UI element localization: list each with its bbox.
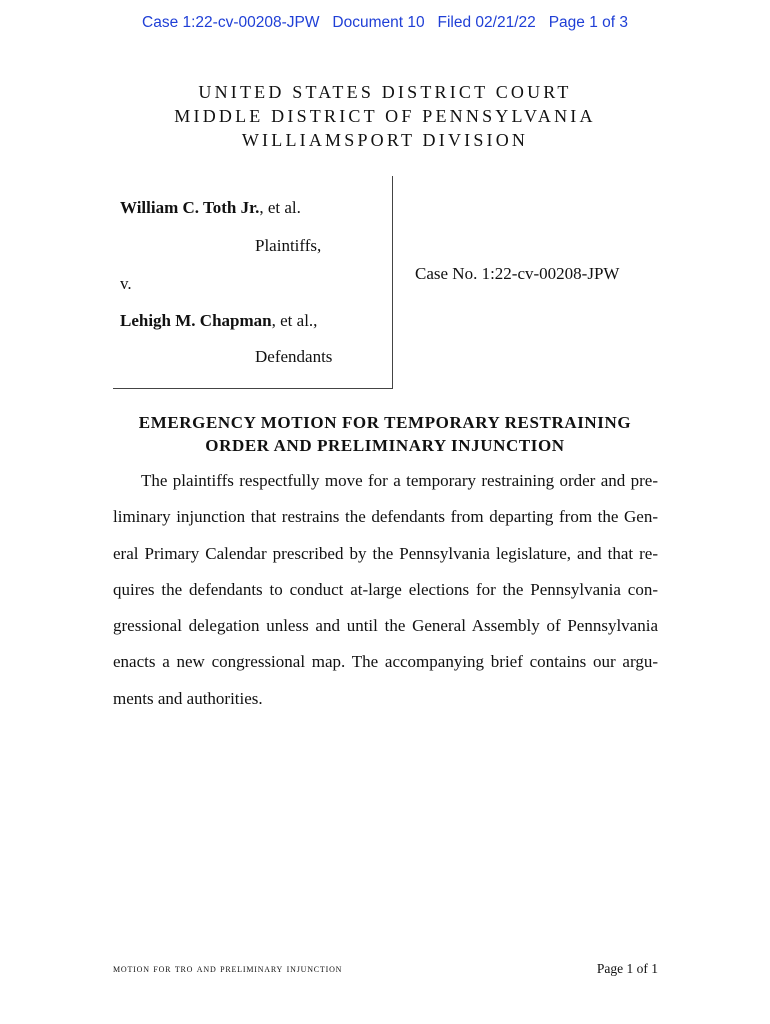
defendant-line xyxy=(120,311,317,331)
body-line: The plaintiffs respectfully move for a temporary restraining order and pre- xyxy=(141,471,658,490)
motion-title-line-1: EMERGENCY MOTION FOR TEMPORARY RESTRAINING xyxy=(138,413,632,432)
stamp-document: Document 10 xyxy=(332,14,425,31)
court-line-2: MIDDLE DISTRICT OF PENNSYLVANIA xyxy=(174,106,596,126)
defendant-suffix: , et al., xyxy=(271,311,318,330)
court-heading xyxy=(0,80,770,152)
motion-title xyxy=(0,411,770,457)
defendant-role: Defendants xyxy=(255,347,333,366)
body-line: eral Primary Calendar prescribed by the Pennsylvania legislature, and that re- xyxy=(113,543,658,563)
plaintiff-role: Plaintiffs, xyxy=(255,236,322,255)
footer-title: motion for tro and preliminary injunction xyxy=(113,963,343,975)
stamp-filed: Filed 02/21/22 xyxy=(437,14,536,31)
stamp-case: Case 1:22-cv-00208-JPW xyxy=(142,14,320,31)
body-line: enacts a new congressional map. The accompanying brief contains our argu- xyxy=(113,652,658,672)
plaintiff-suffix: , et al. xyxy=(259,198,301,217)
motion-body xyxy=(113,463,658,717)
versus: v. xyxy=(120,274,132,293)
body-line: liminary injunction that restrains the defendants from departing from the Gen- xyxy=(113,507,658,527)
court-line-1: UNITED STATES DISTRICT COURT xyxy=(198,82,572,102)
footer-page-number: Page 1 of 1 xyxy=(596,961,658,976)
body-line: gressional delegation unless and until the General Assembly of Pennsylvania xyxy=(113,616,658,636)
court-line-3: WILLIAMSPORT DIVISION xyxy=(241,130,529,150)
defendant-name: Lehigh M. Chapman xyxy=(120,311,272,330)
plaintiff-line xyxy=(120,198,301,218)
case-number: Case No. 1:22-cv-00208-JPW xyxy=(415,264,620,283)
body-line: quires the defendants to conduct at-large elections for the Pennsylvania con- xyxy=(113,579,658,599)
filing-stamp xyxy=(0,14,770,32)
stamp-page: Page 1 of 3 xyxy=(548,14,628,31)
plaintiff-name: William C. Toth Jr. xyxy=(120,198,260,217)
motion-title-line-2: ORDER AND PRELIMINARY INJUNCTION xyxy=(205,436,565,455)
case-caption xyxy=(113,176,393,389)
body-line: ments and authorities. xyxy=(113,688,263,708)
